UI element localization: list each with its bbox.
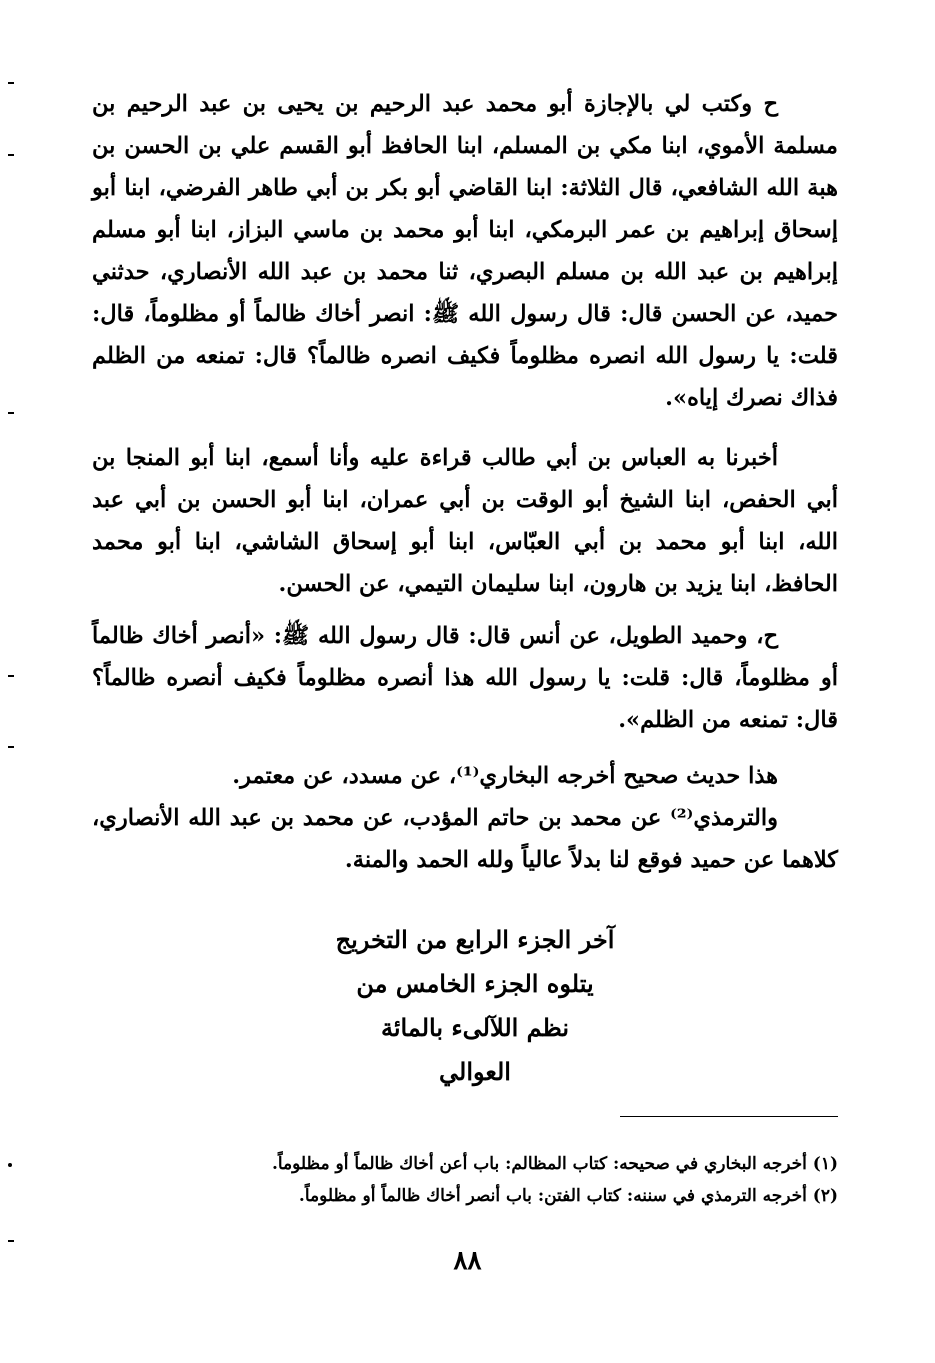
page-number: ٨٨ [453,1246,482,1276]
scan-edge-mark [8,82,14,84]
closing-line: آخر الجزء الرابع من التخريج [335,925,615,954]
scan-edge-dot [8,1163,12,1167]
closing-line: يتلوه الجزء الخامس من [356,969,594,998]
paragraph-text: هذا حديث صحيح أخرجه البخاري⁽¹⁾، عن مسدد، عن معتمر. [232,763,778,789]
footnote-2: (٢) أخرجه الترمذي في سننه: كتاب الفتن: باب أنصر أخاك ظالماً أو مظلوماً. [298,1186,838,1206]
section-closing-note [300,918,650,1094]
paragraph-hadith [92,615,838,745]
closing-line: نظم اللآلىء بالمائة [381,1013,569,1042]
footnote-divider [620,1116,838,1117]
scan-edge-mark [8,1240,14,1242]
paragraph-takhrij-tirmidhi [92,797,838,881]
paragraph-takhrij-bukhari [92,755,838,797]
paragraph-text: ح، وحميد الطويل، عن أنس قال: قال رسول الله ﷺ: «أنصر أخاك ظالماً أو مظلوماً، قال: قلت: يا رسول الله هذا أنصره مظلوماً فكيف أنصره ظالماً؟ قال: تمنعه من الظلم». [92,623,838,733]
scan-edge-mark [8,412,14,414]
footnotes [200,1148,838,1212]
footnote-1: (١) أخرجه البخاري في صحيحه: كتاب المظالم: باب أعن أخاك ظالماً أو مظلوماً. [271,1154,838,1174]
scan-edge-mark [8,746,14,748]
scan-edge-mark [8,675,14,677]
closing-line: العوالي [439,1057,511,1086]
paragraph-text: أخبرنا به العباس بن أبي طالب قراءة عليه وأنا أسمع، ابنا أبو المنجا بن أبي الحفص، ابنا الشيخ أبو الوقت بن أبي عمران، ابنا أبو الحسن بن أبي عبد الله، ابنا أبو محمد بن أبي العبّاس، ابنا أبو إسحاق الشاشي، ابنا أبو محمد الحافظ، ابنا يزيد بن هارون، ابنا سليمان التيمي، عن الحسن. [92,445,838,597]
paragraph-text: والترمذي⁽²⁾ عن محمد بن حاتم المؤدب، عن محمد بن عبد الله الأنصاري، كلاهما عن حميد فوقع لنا بدلاً عالياً ولله الحمد والمنة. [92,805,838,873]
paragraph-text: ح وكتب لي بالإجازة أبو محمد عبد الرحيم بن يحيى بن عبد الرحيم بن مسلمة الأموي، ابنا مكي بن المسلم، ابنا الحافظ أبو القسم علي بن الحسن بن هبة الله الشافعي، قال الثلاثة: ابنا القاضي أبو بكر بن أبي طاهر الفرضي، ابنا أبو إسحاق إبراهيم بن عمر البرمكي، ابنا أبو محمد بن ماسي البزاز، ابنا أبو مسلم إبراهيم بن عبد الله بن مسلم البصري، ثنا محمد بن عبد الله الأنصاري، حدثني حميد، عن الحسن قال: قال رسول الله ﷺ: انصر أخاك ظالماً أو مظلوماً، قال: قلت: يا رسول الله انصره مظلوماً فكيف انصره ظالماً؟ قال: تمنعه من الظلم فذاك نصرك إياه». [92,91,838,411]
paragraph-isnad-2 [92,437,838,607]
paragraph-isnad-1 [92,83,838,423]
scan-edge-mark [8,154,14,156]
